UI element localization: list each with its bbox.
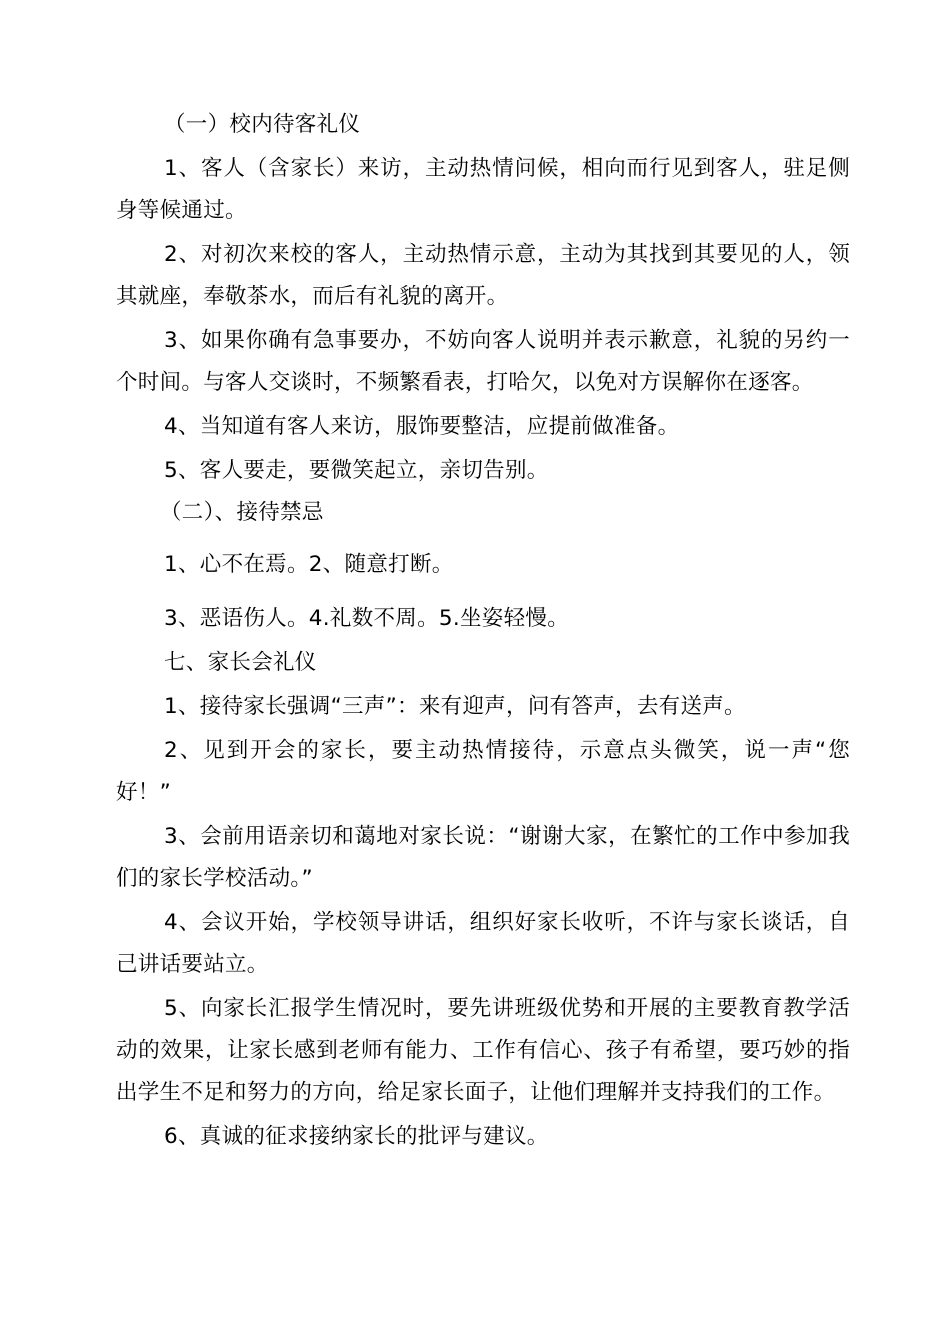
paragraph-meeting-6: 6、真诚的征求接纳家长的批评与建议。 [164,1124,549,1149]
paragraph-item-1: 1、客人（含家长）来访，主动热情问候，相向而行见到客人，驻足侧身等候通过。 [116,156,850,223]
paragraph-taboo-2: 3、恶语伤人。4.礼数不周。5.坐姿轻慢。 [164,606,570,631]
paragraph-meeting-1: 1、接待家长强调“三声”：来有迎声，问有答声，去有送声。 [164,694,746,719]
section-heading-reception-etiquette: （一）校内待客礼仪 [164,112,361,137]
paragraph-meeting-5: 5、向家长汇报学生情况时，要先讲班级优势和开展的主要教育教学活动的效果，让家长感到老师有能力、工作有信心、孩子有希望，要巧妙的指出学生不足和努力的方向，给足家长面子，让他们理解并支持我们的工作。 [116,996,850,1105]
paragraph-meeting-3: 3、会前用语亲切和蔼地对家长说：“谢谢大家，在繁忙的工作中参加我们的家长学校活动。” [116,824,850,891]
paragraph-meeting-4: 4、会议开始，学校领导讲话，组织好家长收听，不许与家长谈话，自己讲话要站立。 [116,910,850,977]
section-heading-reception-taboos: （二）、接待禁忌 [160,500,324,525]
paragraph-item-4: 4、当知道有客人来访，服饰要整洁，应提前做准备。 [164,414,680,439]
paragraph-taboo-1: 1、心不在焉。2、随意打断。 [164,552,454,577]
paragraph-item-5: 5、客人要走，要微笑起立，亲切告别。 [164,458,549,483]
paragraph-item-3: 3、如果你确有急事要办，不妨向客人说明并表示歉意，礼貌的另约一个时间。与客人交谈时，不频繁看表，打哈欠，以免对方误解你在逐客。 [116,328,850,395]
section-heading-parent-meeting: 七、家长会礼仪 [164,650,317,675]
paragraph-meeting-2: 2、见到开会的家长，要主动热情接待，示意点头微笑，说一声“您好！” [116,738,850,805]
paragraph-item-2: 2、对初次来校的客人，主动热情示意，主动为其找到其要见的人，领其就座，奉敬茶水，而后有礼貌的离开。 [116,242,850,309]
